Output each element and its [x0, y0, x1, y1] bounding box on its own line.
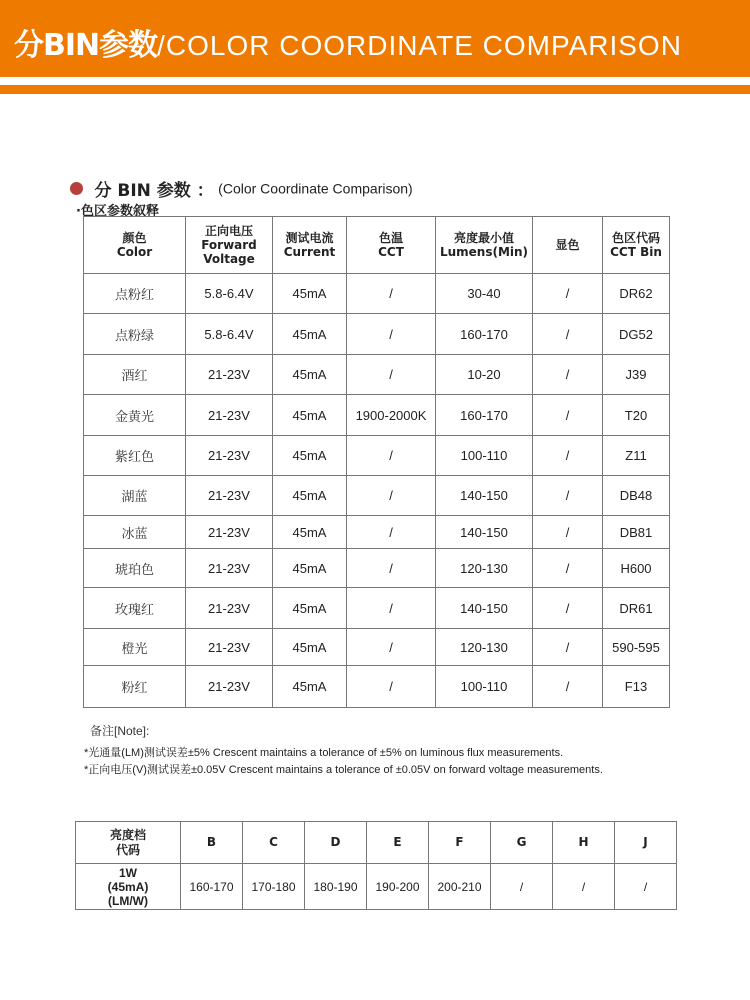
cell-forward-voltage: 21-23V [186, 516, 273, 549]
table-row [84, 549, 670, 588]
cell-cct-bin: 590-595 [603, 629, 670, 666]
section-subheading: ·色区参数叙释 [76, 204, 159, 219]
cell-current: 45mA [273, 588, 347, 629]
bin-row-label-line: (45mA) [107, 879, 149, 894]
cell-lumens-min: 100-110 [436, 436, 533, 476]
cell-cri: / [533, 666, 603, 708]
cell-lumens-min: 140-150 [436, 588, 533, 629]
cell-cct: / [347, 588, 436, 629]
cell-cri: / [533, 588, 603, 629]
bin-header-row [76, 822, 677, 864]
cell-cct: / [347, 436, 436, 476]
cell-cri: / [533, 549, 603, 588]
cell-cct: / [347, 476, 436, 516]
header-line: 显色 [555, 238, 580, 252]
header-line: 测试电流 [285, 231, 334, 245]
note-title: 备注[Note]: [90, 724, 150, 738]
cell-lumens-min: 140-150 [436, 476, 533, 516]
cell-color-name: 琥珀色 [84, 549, 186, 588]
header-line: 颜色 [122, 231, 147, 245]
cell-cct-bin: DR62 [603, 274, 670, 314]
header-line: Lumens(Min) [439, 245, 529, 259]
bin-code-g: G [491, 822, 553, 864]
cell-current: 45mA [273, 476, 347, 516]
cell-color-name: 紫红色 [84, 436, 186, 476]
cell-cct-bin: F13 [603, 666, 670, 708]
bin-row-label [76, 864, 181, 910]
page-title [14, 20, 682, 64]
bin-code-d: D [305, 822, 367, 864]
table-row [84, 516, 670, 549]
note-luminous-flux: *光通量(LM)测试误差±5% Crescent maintains a tolerance of ±5% on luminous flux measurements. [84, 747, 564, 759]
cell-forward-voltage: 21-23V [186, 395, 273, 436]
cell-current: 45mA [273, 549, 347, 588]
table-row [84, 629, 670, 666]
cell-cct: 1900-2000K [347, 395, 436, 436]
header-line: 正向电压 [204, 224, 253, 238]
header-forward-voltage [186, 217, 273, 274]
bin-corner-line: 亮度档 [109, 827, 146, 842]
table-header-row [84, 217, 670, 274]
header-cct-bin [603, 217, 670, 274]
bin-value-b: 160-170 [181, 864, 243, 910]
cell-forward-voltage: 21-23V [186, 436, 273, 476]
bin-code-b: B [181, 822, 243, 864]
cell-color-name: 玫瑰红 [84, 588, 186, 629]
cell-forward-voltage: 21-23V [186, 588, 273, 629]
cell-current: 45mA [273, 274, 347, 314]
cell-cct: / [347, 314, 436, 355]
color-parameter-table [83, 216, 670, 708]
cell-color-name: 金黄光 [84, 395, 186, 436]
bin-value-c: 170-180 [243, 864, 305, 910]
cell-cct-bin: DB48 [603, 476, 670, 516]
bin-code-f: F [429, 822, 491, 864]
cell-cct-bin: DB81 [603, 516, 670, 549]
brightness-bin-table [75, 821, 677, 910]
cell-current: 45mA [273, 314, 347, 355]
cell-color-name: 冰蓝 [84, 516, 186, 549]
cell-lumens-min: 100-110 [436, 666, 533, 708]
cell-cri: / [533, 314, 603, 355]
bin-corner-cell [76, 822, 181, 864]
cell-color-name: 点粉绿 [84, 314, 186, 355]
cell-cri: / [533, 476, 603, 516]
header-line: 色区代码 [611, 231, 660, 245]
table-row [84, 588, 670, 629]
cell-cct: / [347, 549, 436, 588]
bin-row-label-line: (LM/W) [108, 893, 148, 908]
header-line: CCT [378, 245, 404, 259]
cell-lumens-min: 140-150 [436, 516, 533, 549]
bin-value-e: 190-200 [367, 864, 429, 910]
cell-cri: / [533, 274, 603, 314]
cell-cct-bin: Z11 [603, 436, 670, 476]
cell-color-name: 酒红 [84, 355, 186, 395]
cell-cct-bin: DG52 [603, 314, 670, 355]
section-heading-en: (Color Coordinate Comparison) [218, 180, 413, 197]
cell-current: 45mA [273, 355, 347, 395]
header-lumens-min [436, 217, 533, 274]
header-banner [0, 0, 750, 77]
table-row [84, 476, 670, 516]
bin-value-g: / [491, 864, 553, 910]
cell-cct: / [347, 516, 436, 549]
header-line: Voltage [203, 252, 255, 266]
cell-current: 45mA [273, 395, 347, 436]
bin-corner-line: 代码 [115, 842, 140, 857]
section-heading [70, 176, 413, 201]
cell-forward-voltage: 5.8-6.4V [186, 274, 273, 314]
bin-code-j: J [615, 822, 677, 864]
header-line: 色温 [378, 231, 403, 245]
bullet-icon [70, 182, 83, 195]
header-line: Forward [201, 238, 257, 252]
cell-color-name: 湖蓝 [84, 476, 186, 516]
cell-cct: / [347, 629, 436, 666]
cell-forward-voltage: 21-23V [186, 476, 273, 516]
header-color [84, 217, 186, 274]
header-line: Current [283, 245, 336, 259]
header-cri [533, 217, 603, 274]
cell-cct: / [347, 274, 436, 314]
cell-color-name: 橙光 [84, 629, 186, 666]
cell-cct-bin: DR61 [603, 588, 670, 629]
header-line: CCT Bin [610, 245, 662, 259]
note-forward-voltage: *正向电压(V)测试误差±0.05V Crescent maintains a tolerance of ±0.05V on forward voltage measurements. [84, 764, 603, 776]
table-row [84, 436, 670, 476]
section-heading-cn: 分 BIN 参数 ： [94, 181, 214, 201]
cell-current: 45mA [273, 666, 347, 708]
bin-code-e: E [367, 822, 429, 864]
cell-cri: / [533, 516, 603, 549]
header-cct [347, 217, 436, 274]
page-title-en: /COLOR COORDINATE COMPARISON [157, 30, 682, 61]
cell-cct-bin: J39 [603, 355, 670, 395]
header-line: Color [116, 245, 153, 259]
cell-current: 45mA [273, 516, 347, 549]
bin-value-f: 200-210 [429, 864, 491, 910]
cell-lumens-min: 160-170 [436, 314, 533, 355]
cell-cri: / [533, 436, 603, 476]
cell-lumens-min: 10-20 [436, 355, 533, 395]
cell-forward-voltage: 5.8-6.4V [186, 314, 273, 355]
cell-cri: / [533, 629, 603, 666]
cell-current: 45mA [273, 436, 347, 476]
cell-forward-voltage: 21-23V [186, 629, 273, 666]
header-current [273, 217, 347, 274]
page-title-cn: 分BIN参数 [14, 28, 158, 63]
table-row [84, 314, 670, 355]
cell-lumens-min: 30-40 [436, 274, 533, 314]
cell-forward-voltage: 21-23V [186, 666, 273, 708]
cell-cri: / [533, 395, 603, 436]
cell-lumens-min: 120-130 [436, 549, 533, 588]
bin-value-j: / [615, 864, 677, 910]
cell-forward-voltage: 21-23V [186, 355, 273, 395]
cell-cct: / [347, 666, 436, 708]
bin-code-c: C [243, 822, 305, 864]
header-stripe [0, 85, 750, 94]
bin-value-row [76, 864, 677, 910]
cell-lumens-min: 160-170 [436, 395, 533, 436]
cell-cct-bin: H600 [603, 549, 670, 588]
cell-cri: / [533, 355, 603, 395]
cell-color-name: 粉红 [84, 666, 186, 708]
cell-color-name: 点粉红 [84, 274, 186, 314]
cell-current: 45mA [273, 629, 347, 666]
cell-cct-bin: T20 [603, 395, 670, 436]
bin-value-d: 180-190 [305, 864, 367, 910]
table-row [84, 666, 670, 708]
table-row [84, 395, 670, 436]
cell-cct: / [347, 355, 436, 395]
cell-lumens-min: 120-130 [436, 629, 533, 666]
bin-value-h: / [553, 864, 615, 910]
header-line: 亮度最小值 [453, 231, 514, 245]
bin-code-h: H [553, 822, 615, 864]
cell-forward-voltage: 21-23V [186, 549, 273, 588]
table-row [84, 274, 670, 314]
table-row [84, 355, 670, 395]
bin-row-label-line: 1W [119, 865, 137, 880]
